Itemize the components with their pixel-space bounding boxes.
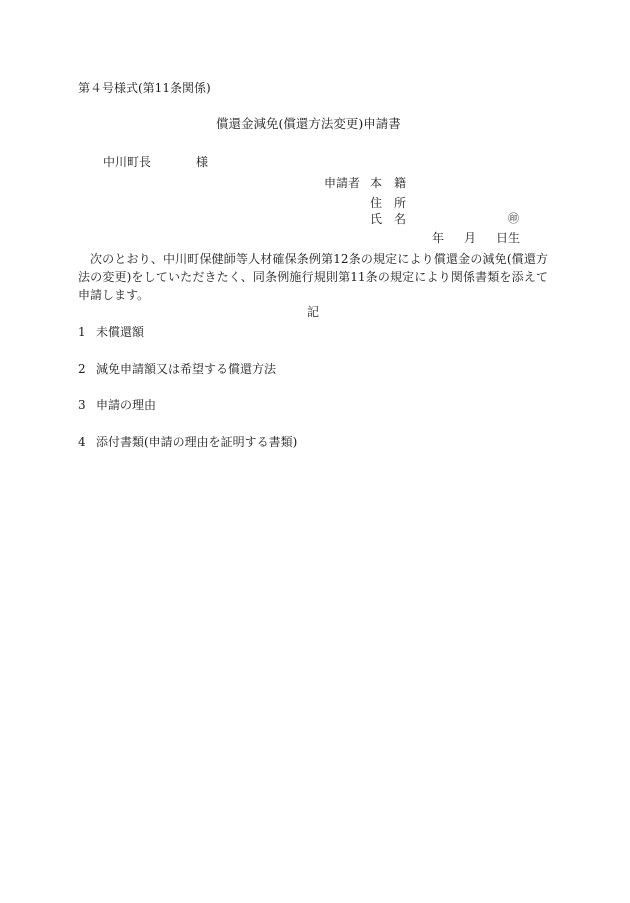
item-number: 3 bbox=[78, 398, 86, 412]
address-label: 住所 bbox=[370, 196, 419, 210]
item-label: 未償還額 bbox=[96, 325, 145, 339]
item-number: 1 bbox=[78, 325, 86, 339]
item-unpaid-amount bbox=[78, 326, 144, 338]
birth-year-label: 年 bbox=[432, 231, 445, 245]
addressee-honorific: 様 bbox=[196, 155, 209, 169]
item-number: 4 bbox=[78, 435, 86, 449]
domicile-label: 本籍 bbox=[370, 176, 419, 190]
item-attachments bbox=[78, 436, 297, 448]
item-label: 減免申請額又は希望する償還方法 bbox=[96, 362, 277, 376]
ki-heading: 記 bbox=[307, 305, 320, 319]
body-paragraph: 次のとおり、中川町保健師等人材確保条例第12条の規定により償還金の減免(償還方法の変更)をしていただきたく、同条例施行規則第11条の規定により関係書類を添えて申請します。 bbox=[78, 252, 548, 302]
document-title: 償還金減免(償還方法変更)申請書 bbox=[216, 116, 401, 131]
item-label: 申請の理由 bbox=[96, 398, 157, 412]
birth-month-label: 月 bbox=[464, 231, 477, 245]
item-label: 添付書類(申請の理由を証明する書類) bbox=[96, 435, 298, 449]
name-label: 氏名 bbox=[370, 212, 419, 226]
addressee-name: 中川町長 bbox=[103, 155, 152, 169]
form-number: 第４号様式(第11条関係) bbox=[78, 81, 211, 95]
item-number: 2 bbox=[78, 362, 86, 376]
birth-day-label: 日生 bbox=[496, 231, 521, 245]
item-reason bbox=[78, 399, 156, 411]
applicant-label: 申請者 bbox=[324, 176, 361, 190]
item-requested-reduction bbox=[78, 363, 276, 375]
seal-mark: ㊞ bbox=[508, 212, 519, 225]
